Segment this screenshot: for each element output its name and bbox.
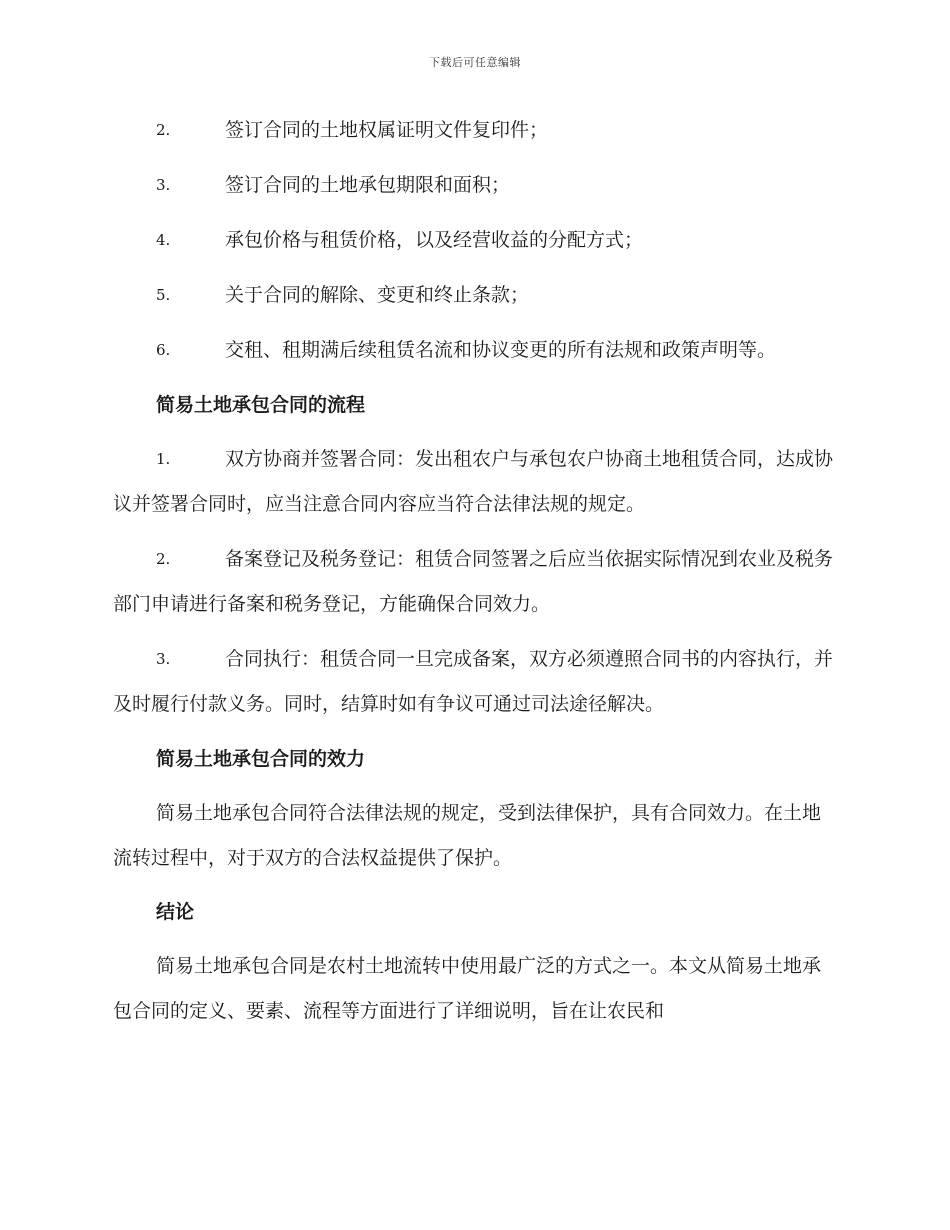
page-header: 下载后可任意编辑 (429, 56, 521, 69)
list-item (113, 108, 837, 163)
section-heading-process: 简易土地承包合同的流程 (156, 394, 366, 416)
process-step (113, 537, 837, 637)
list-item-number: 2. (156, 121, 171, 139)
process-step-text: 双方协商并签署合同：发出租农户与承包农户协商土地租赁合同，达成协议并签署合同时，应当注意合同内容应当符合法律法规的规定。 (113, 448, 834, 515)
list-item-number: 3. (156, 176, 171, 194)
list-item-number: 6. (156, 341, 171, 359)
process-step (113, 637, 837, 737)
list-item-number: 4. (156, 231, 171, 249)
list-item-text: 交租、租期满后续租赁名流和协议变更的所有法规和政策声明等。 (225, 339, 777, 361)
list-item-text: 关于合同的解除、变更和终止条款； (225, 284, 530, 306)
conclusion-paragraph: 简易土地承包合同是农村土地流转中使用最广泛的方式之一。本文从简易土地承包合同的定义、要素、流程等方面进行了详细说明，旨在让农民和 (113, 955, 822, 1022)
list-item-text: 签订合同的土地承包期限和面积； (225, 174, 511, 196)
section-heading-conclusion: 结论 (156, 901, 195, 923)
process-step-text: 备案登记及税务登记：租赁合同签署之后应当依据实际情况到农业及税务部门申请进行备案和税务登记，方能确保合同效力。 (113, 548, 834, 615)
process-step-number: 2. (156, 550, 171, 568)
process-step-text: 合同执行：租赁合同一旦完成备案，双方必须遵照合同书的内容执行，并及时履行付款义务。同时，结算时如有争议可通过司法途径解决。 (113, 648, 834, 715)
process-step-number: 1. (156, 450, 171, 468)
list-item (113, 328, 837, 383)
list-item-text: 承包价格与租赁价格，以及经营收益的分配方式； (225, 229, 644, 251)
list-item-text: 签订合同的土地权属证明文件复印件； (225, 119, 549, 141)
list-item (113, 218, 837, 273)
list-item-number: 5. (156, 286, 171, 304)
document-body (113, 108, 837, 1043)
process-step (113, 437, 837, 537)
section-heading-effect: 简易土地承包合同的效力 (156, 748, 366, 770)
process-step-number: 3. (156, 650, 171, 668)
list-item (113, 163, 837, 218)
effect-paragraph: 简易土地承包合同符合法律法规的规定，受到法律保护，具有合同效力。在土地流转过程中，对于双方的合法权益提供了保护。 (113, 802, 822, 869)
list-item (113, 273, 837, 328)
